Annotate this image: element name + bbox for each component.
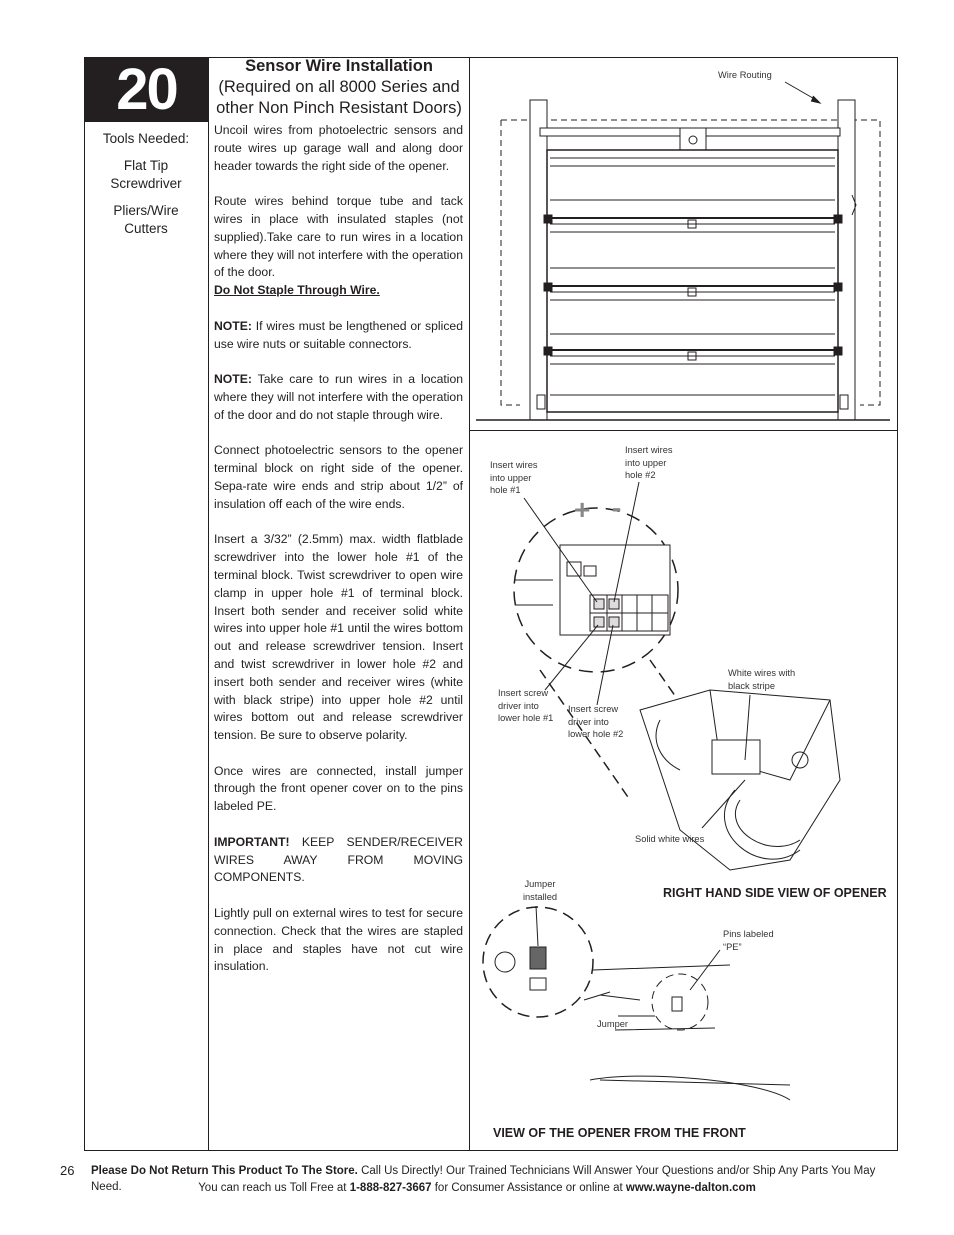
label-jumper: Jumper [597, 1019, 629, 1029]
important-text: KEEP SENDER/RECEIVER WIRES AWAY FROM MOVING COMPONENTS. [214, 834, 463, 885]
label-upper-hole-2: Insert wires into upper hole #2 [625, 445, 673, 480]
instruction-text: Route wires behind torque tube and tack wires in place with insulated staples (not supplied).Take care to run wires in a location where they will not interfere with the operation of the door. [214, 194, 463, 280]
label-lower-hole-2: Insert screw driver into lower hole #2 [568, 704, 624, 739]
tool-item: Pliers/Wire Cutters [113, 203, 179, 236]
footer-text: You can reach us Toll Free at [198, 1182, 350, 1194]
note-label: NOTE: [214, 318, 252, 333]
note-label: NOTE: [214, 372, 252, 387]
instruction-paragraph: Uncoil wires from photoelectric sensors and route wires up garage wall and along door header towards the right side of the opener. [214, 123, 463, 173]
label-white-black-wires: White wires with black stripe [728, 668, 796, 691]
label-upper-hole-1: Insert wires into upper hole #1 [490, 460, 538, 495]
caption-front-view: VIEW OF THE OPENER FROM THE FRONT [493, 1126, 746, 1140]
tool-item: Flat Tip Screwdriver [110, 158, 182, 191]
note-text: Take care to run wires in a location where they will not interfere with the operation of the door and do not staple through wire. [214, 372, 463, 422]
label-pins-pe: Pins labeled “PE” [723, 929, 774, 952]
footer-bold-lead: Please Do Not Return This Product To The Store. [91, 1165, 358, 1177]
instruction-paragraph: Lightly pull on external wires to test for secure connection. Check that the wires are stapled in place and staples have not cut wire insulation. [214, 906, 463, 974]
footer-phone[interactable]: 1-888-827-3667 [349, 1182, 432, 1194]
footer-text: Call Us Directly! Our Trained Technicians Will Answer Your Questions and/or Ship Any Parts You May Need. [91, 1165, 876, 1193]
footer-website-link[interactable]: www.wayne-dalton.com [625, 1182, 756, 1194]
step-number: 20 [85, 58, 208, 122]
minus-sign: - [612, 492, 622, 523]
warning-text: Do Not Staple Through Wire. [214, 283, 380, 298]
label-jumper-installed: Jumper installed [522, 879, 558, 902]
footer-text: for Consumer Assistance or online at [431, 1182, 626, 1194]
section-title-sub: (Required on all 8000 Series and other Non Pinch Resistant Doors) [216, 78, 462, 117]
tools-heading: Tools Needed: [102, 131, 190, 146]
label-lower-hole-1: Insert screw driver into lower hole #1 [498, 688, 554, 723]
note-text: If wires must be lengthened or spliced use wire nuts or suitable connectors. [214, 318, 463, 351]
page-number: 26 [60, 1163, 75, 1178]
section-title-main: Sensor Wire Installation [245, 57, 433, 75]
footer-line-2 [0, 1180, 954, 1196]
instruction-paragraph: Once wires are connected, install jumper through the front opener cover on to the pins labeled PE. [214, 763, 463, 814]
important-label: IMPORTANT! [214, 834, 290, 849]
caption-right-side-view: RIGHT HAND SIDE VIEW OF OPENER [663, 886, 887, 900]
plus-sign: + [574, 494, 591, 525]
wire-routing-label: Wire Routing [718, 70, 772, 80]
instruction-paragraph: Connect photoelectric sensors to the opener terminal block on right side of the opener. Sepa-rate wire ends and strip about 1/2” of insulation off each of the wire ends. [214, 443, 463, 511]
label-solid-white-wires: Solid white wires [635, 834, 705, 844]
instruction-paragraph: Insert a 3/32” (2.5mm) max. width flatblade screwdriver into the lower hole #1 of the terminal block. Twist screwdriver to open wire clamp in upper hole #1 of terminal block. Insert both sender and receiver solid white wires into upper hole #1 until the wires bottom out and release screwdriver tension. Insert and twist screwdriver in lower hole #2 and insert both sender and receiver wires (white with black stripe) into upper hole #2 until wires bottom out and release screwdriver tension. Be sure to observe polarity. [214, 532, 463, 743]
